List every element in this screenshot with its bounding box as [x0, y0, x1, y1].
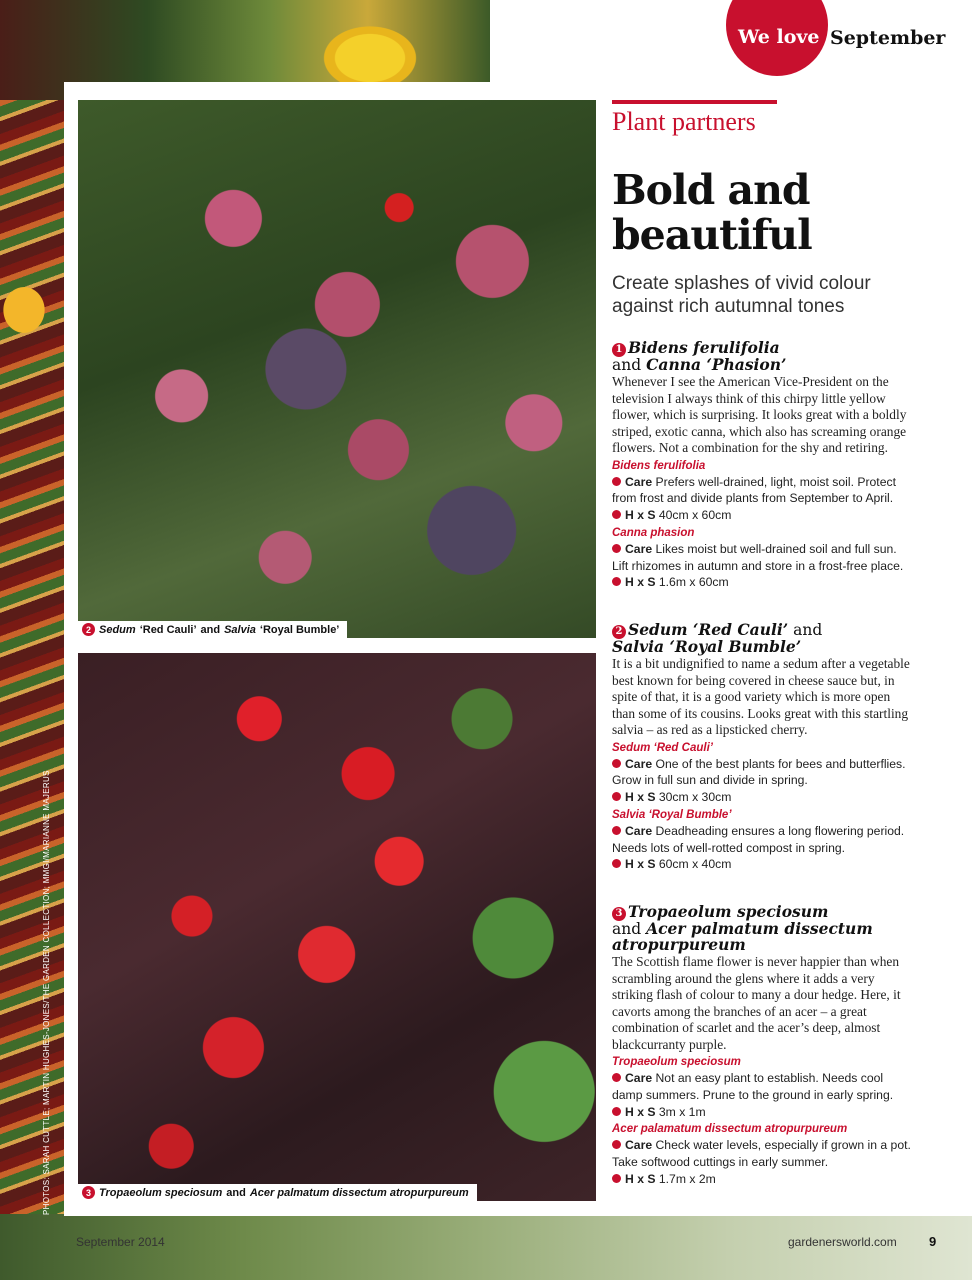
- entry-3: [612, 904, 912, 1188]
- footer-website: gardenersworld.com: [788, 1235, 897, 1249]
- size-fact: H x S 3m x 1m: [612, 1104, 912, 1121]
- photo-caption-2: 2 Sedum ‘Red Cauli’ and Salvia ‘Royal Bumble’: [78, 621, 347, 638]
- photo-tropaeolum-acer: [78, 653, 596, 1201]
- entry-title: 2 Sedum ‘Red Cauli’ and Salvia ‘Royal Bumble’: [612, 620, 823, 656]
- background-orange-flower: [0, 270, 60, 350]
- plant-name: Tropaeolum speciosum: [612, 1056, 741, 1068]
- size-fact: H x S 60cm x 40cm: [612, 856, 912, 873]
- section-rule: [612, 100, 777, 104]
- plant-name: Salvia ‘Royal Bumble’: [612, 808, 732, 821]
- caption-number-badge: 3: [82, 1186, 95, 1199]
- caption-number-badge: 2: [82, 623, 95, 636]
- care-fact: Care One of the best plants for bees and butterflies. Grow in full sun and divide in spring.: [612, 756, 906, 788]
- entry-title: 3 Tropaeolum speciosum and Acer palmatum dissectum atropurpureum: [612, 902, 873, 954]
- header-month: September: [830, 27, 946, 49]
- care-fact: Care Deadheading ensures a long flowering period. Needs lots of well-rotted compost in spring.: [612, 823, 905, 855]
- background-yellow-flower: [300, 10, 440, 90]
- entry-body: Whenever I see the American Vice-President on the television I always think of this chirpy little yellow flower, which is surprising. It looks great with a boldly striped, exotic canna, which also has screaming orange flowers. Not a combination for the shy and retiring.: [612, 374, 907, 455]
- plant-name: Sedum ‘Red Cauli’: [612, 741, 713, 754]
- section-label: Plant partners: [612, 107, 756, 136]
- plant-name: Acer palamatum dissectum atropurpureum: [612, 1123, 848, 1136]
- standfirst: Create splashes of vivid colour against rich autumnal tones: [612, 273, 871, 317]
- footer-issue: September 2014: [76, 1235, 165, 1249]
- entry-2: [612, 622, 912, 873]
- size-fact: H x S 30cm x 30cm: [612, 789, 912, 806]
- photo-sedum-salvia: [78, 100, 596, 638]
- plant-name: Bidens ferulifolia: [612, 459, 706, 472]
- headline: Bold and beautiful: [612, 166, 812, 259]
- header-badge-label: We love: [738, 26, 820, 48]
- entry-number-badge: 3: [612, 907, 626, 921]
- photo-caption-3: 3 Tropaeolum speciosum and Acer palmatum dissectum atropurpureum: [78, 1184, 477, 1201]
- size-fact: H x S 1.6m x 60cm: [612, 574, 912, 591]
- care-fact: Care Likes moist but well-drained soil and full sun. Lift rhizomes in autumn and store in a frost-free place.: [612, 541, 904, 573]
- entry-body: The Scottish flame flower is never happier than when scrambling around the glens where it adds a very striking flash of colour to many a dour hedge. Here, it cavorts among the branches of an acer – a great combination of scarlet and the acer’s deep, almost blackcurranty purple.: [612, 954, 901, 1052]
- care-fact: Care Not an easy plant to establish. Needs cool damp summers. Prune to the ground in early spring.: [612, 1071, 894, 1102]
- entry-number-badge: 2: [612, 625, 626, 639]
- page-number: 9: [929, 1234, 937, 1249]
- entry-body: It is a bit undignified to name a sedum after a vegetable best known for being covered in cheese sauce but, in spite of that, it is a good variety which is more open than some of its cousins. Looks great with this startling salvia – as red as a lipsticked cherry.: [612, 656, 910, 737]
- entry-title: 1 Bidens ferulifolia and Canna ‘Phasion’: [612, 338, 787, 374]
- size-fact: H x S 40cm x 60cm: [612, 507, 912, 524]
- plant-name: Canna phasion: [612, 526, 695, 539]
- entry-1: [612, 340, 912, 591]
- care-fact: Care Prefers well-drained, light, moist soil. Protect from frost and divide plants from September to April.: [612, 474, 896, 506]
- background-foliage-left: [0, 0, 72, 1280]
- photo-credit: PHOTOS: SARAH CUTTLE; MARTIN HUGHES-JONES/THE GARDEN COLLECTION; MMGI/MARIANNE MAJERUS: [42, 770, 51, 1215]
- entry-number-badge: 1: [612, 343, 626, 357]
- care-fact: Care Check water levels, especially if grown in a pot. Take softwood cuttings in early summer.: [612, 1138, 911, 1170]
- size-fact: H x S 1.7m x 2m: [612, 1171, 912, 1188]
